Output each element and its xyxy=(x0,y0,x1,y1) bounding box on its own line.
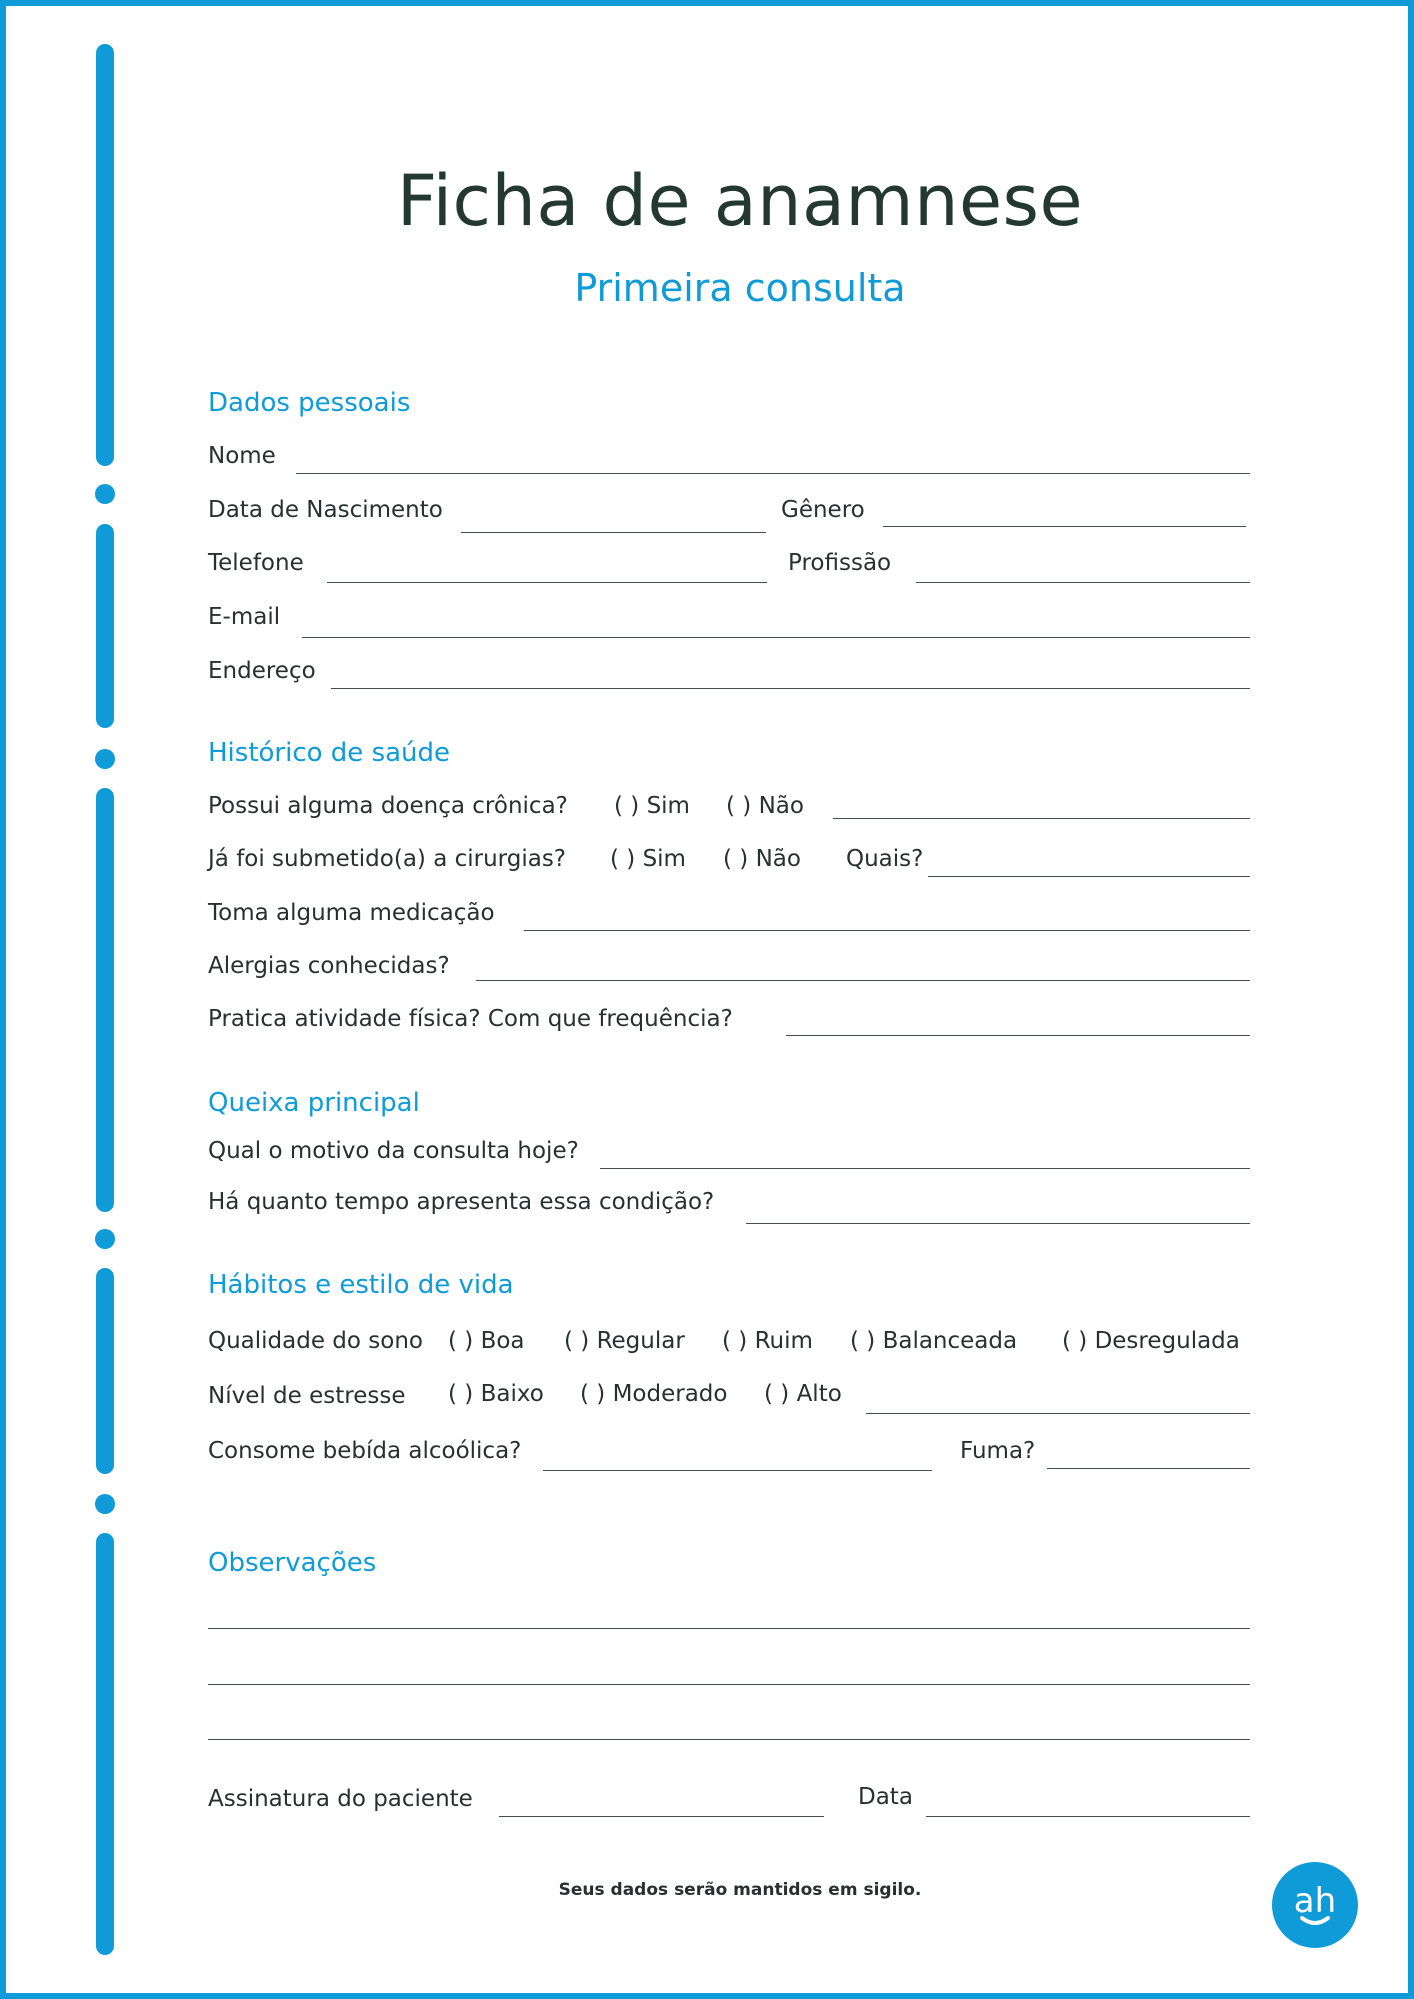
input-nome[interactable] xyxy=(296,473,1250,474)
page-subtitle: Primeira consulta xyxy=(574,266,906,310)
label-endereco: Endereço xyxy=(208,658,316,684)
option-doenca-sim[interactable]: ( ) Sim xyxy=(614,793,690,819)
label-alergias: Alergias conhecidas? xyxy=(208,953,450,979)
input-data[interactable] xyxy=(926,1816,1250,1817)
option-sono-regular[interactable]: ( ) Regular xyxy=(564,1328,685,1354)
input-observacoes-line-3[interactable] xyxy=(208,1739,1250,1740)
rail-dot xyxy=(95,1229,115,1249)
input-tempo[interactable] xyxy=(746,1223,1250,1224)
label-atividade: Pratica atividade física? Com que frequência? xyxy=(208,1006,733,1032)
input-email[interactable] xyxy=(302,637,1250,638)
label-motivo: Qual o motivo da consulta hoje? xyxy=(208,1138,579,1164)
rail-segment xyxy=(96,44,114,466)
label-data: Data xyxy=(858,1784,913,1810)
input-alergias[interactable] xyxy=(476,980,1250,981)
option-cirurgia-sim[interactable]: ( ) Sim xyxy=(610,846,686,872)
input-observacoes-line-1[interactable] xyxy=(208,1628,1250,1629)
input-doenca-cronica[interactable] xyxy=(833,818,1250,819)
label-doenca-cronica: Possui alguma doença crônica? xyxy=(208,793,568,819)
section-queixa: Queixa principal xyxy=(208,1088,420,1118)
section-dados-pessoais: Dados pessoais xyxy=(208,388,411,418)
label-genero: Gênero xyxy=(781,497,865,523)
label-nascimento: Data de Nascimento xyxy=(208,497,443,523)
input-assinatura[interactable] xyxy=(499,1816,824,1817)
option-estresse-moderado[interactable]: ( ) Moderado xyxy=(580,1381,728,1407)
label-fuma: Fuma? xyxy=(960,1438,1036,1464)
rail-dot xyxy=(95,484,115,504)
section-observacoes: Observações xyxy=(208,1548,377,1578)
label-nome: Nome xyxy=(208,443,276,469)
input-endereco[interactable] xyxy=(331,688,1250,689)
option-doenca-nao[interactable]: ( ) Não xyxy=(726,793,804,819)
input-profissao[interactable] xyxy=(916,582,1250,583)
ah-logo-icon xyxy=(1272,1862,1358,1948)
input-nascimento[interactable] xyxy=(461,532,766,533)
option-estresse-alto[interactable]: ( ) Alto xyxy=(764,1381,842,1407)
option-cirurgia-nao[interactable]: ( ) Não xyxy=(723,846,801,872)
input-estresse[interactable] xyxy=(866,1413,1250,1414)
label-cirurgias: Já foi submetido(a) a cirurgias? xyxy=(208,846,567,872)
input-alcool[interactable] xyxy=(543,1470,932,1471)
option-sono-desregulada[interactable]: ( ) Desregulada xyxy=(1062,1328,1240,1354)
label-assinatura: Assinatura do paciente xyxy=(208,1786,473,1812)
label-telefone: Telefone xyxy=(208,550,304,576)
brand-logo xyxy=(1272,1862,1358,1948)
input-genero[interactable] xyxy=(883,526,1246,527)
option-sono-balanceada[interactable]: ( ) Balanceada xyxy=(850,1328,1018,1354)
label-tempo: Há quanto tempo apresenta essa condição? xyxy=(208,1189,715,1215)
option-estresse-baixo[interactable]: ( ) Baixo xyxy=(448,1381,544,1407)
input-telefone[interactable] xyxy=(327,582,767,583)
section-historico: Histórico de saúde xyxy=(208,738,451,768)
rail-dot xyxy=(95,1494,115,1514)
rail-segment xyxy=(96,1268,114,1474)
label-profissao: Profissão xyxy=(788,550,892,576)
input-atividade[interactable] xyxy=(786,1035,1250,1036)
rail-segment xyxy=(96,788,114,1212)
option-sono-boa[interactable]: ( ) Boa xyxy=(448,1328,525,1354)
input-fuma[interactable] xyxy=(1047,1468,1250,1469)
label-sono: Qualidade do sono xyxy=(208,1328,423,1354)
rail-segment xyxy=(96,524,114,728)
label-quais: Quais? xyxy=(846,846,924,872)
rail-dot xyxy=(95,749,115,769)
input-observacoes-line-2[interactable] xyxy=(208,1684,1250,1685)
label-alcool: Consome bebída alcoólica? xyxy=(208,1438,522,1464)
label-email: E-mail xyxy=(208,604,281,630)
input-medicacao[interactable] xyxy=(524,930,1250,931)
input-motivo[interactable] xyxy=(600,1168,1250,1169)
section-habitos: Hábitos e estilo de vida xyxy=(208,1270,514,1300)
label-medicacao: Toma alguma medicação xyxy=(208,900,495,926)
privacy-footer: Seus dados serão mantidos em sigilo. xyxy=(558,1880,922,1900)
logo-text: ah xyxy=(1293,1881,1337,1921)
label-estresse: Nível de estresse xyxy=(208,1383,406,1409)
page-title: Ficha de anamnese xyxy=(396,160,1084,242)
option-sono-ruim[interactable]: ( ) Ruim xyxy=(722,1328,813,1354)
input-quais[interactable] xyxy=(928,876,1250,877)
